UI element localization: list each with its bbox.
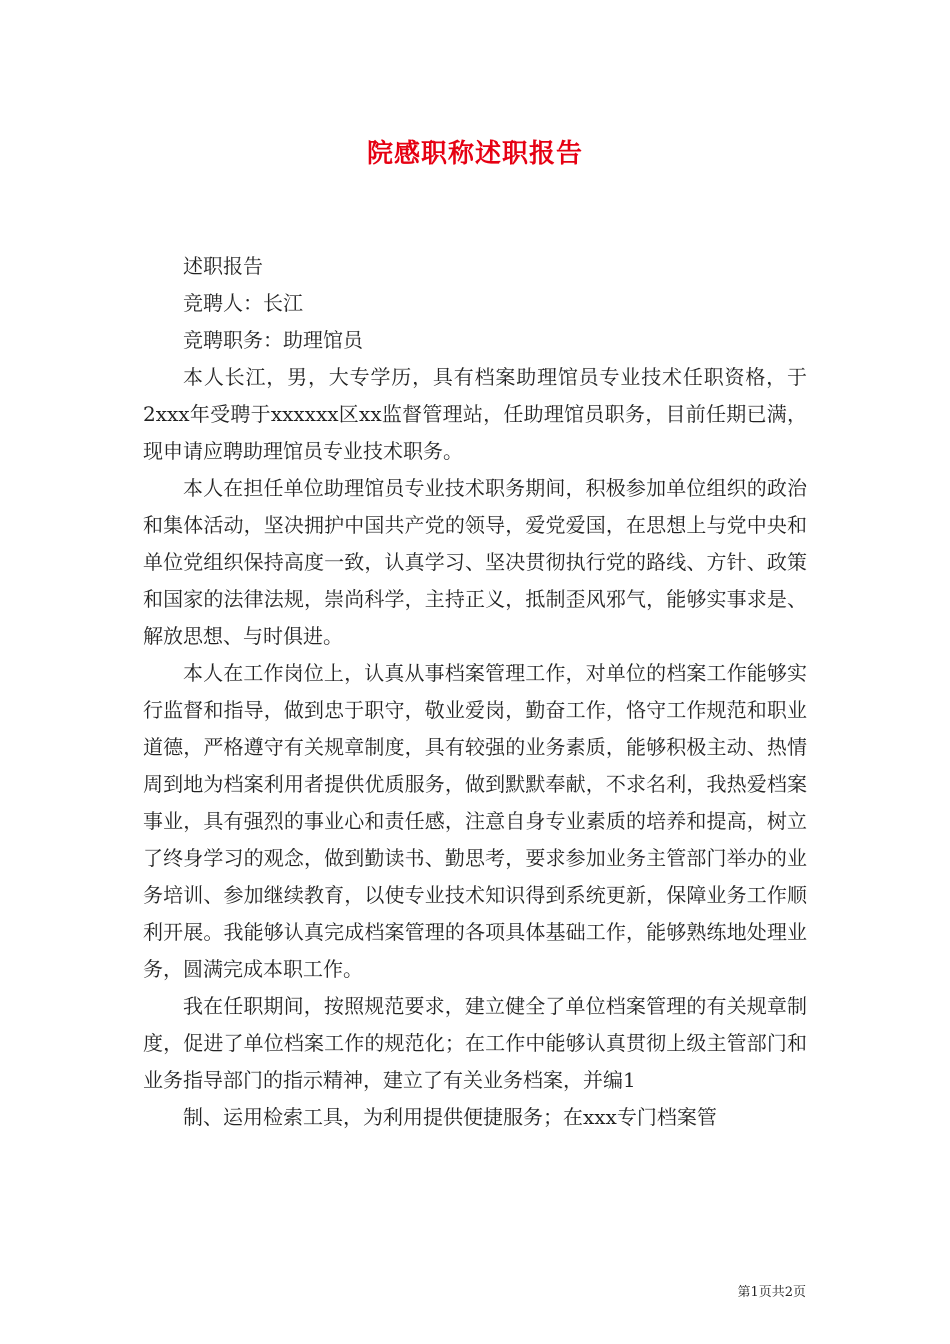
paragraph: 制、运用检索工具，为利用提供便捷服务；在xxx专门档案管: [183, 1105, 717, 1129]
page-number: 第1页共2页: [737, 1285, 806, 1300]
document-body: [143, 248, 807, 1136]
paragraph: 本人长江，男，大专学历，具有档案助理馆员专业技术任职资格，于2xxx年受聘于xxxxxx区xx监督管理站，任助理馆员职务，目前任期已满，现申请应聘助理馆员专业技术职务。: [143, 365, 807, 463]
paragraph: 竞聘职务：助理馆员: [183, 328, 363, 352]
paragraph: 述职报告: [183, 254, 263, 278]
paragraph: 本人在工作岗位上，认真从事档案管理工作，对单位的档案工作能够实行监督和指导，做到忠于职守，敬业爱岗，勤奋工作，恪守工作规范和职业道德，严格遵守有关规章制度，具有较强的业务素质，能够积极主动、热情周到地为档案利用者提供优质服务，做到默默奉献，不求名利，我热爱档案事业，具有强烈的事业心和责任感，注意自身专业素质的培养和提高，树立了终身学习的观念，做到勤读书、勤思考，要求参加业务主管部门举办的业务培训、参加继续教育，以使专业技术知识得到系统更新，保障业务工作顺利开展。我能够认真完成档案管理的各项具体基础工作，能够熟练地处理业务，圆满完成本职工作。: [143, 661, 807, 981]
paragraph: 本人在担任单位助理馆员专业技术职务期间，积极参加单位组织的政治和集体活动，坚决拥护中国共产党的领导，爱党爱国，在思想上与党中央和单位党组织保持高度一致，认真学习、坚决贯彻执行党的路线、方针、政策和国家的法律法规，崇尚科学，主持正义，抵制歪风邪气，能够实事求是、解放思想、与时俱进。: [143, 476, 807, 648]
paragraph: 我在任职期间，按照规范要求，建立健全了单位档案管理的有关规章制度，促进了单位档案工作的规范化；在工作中能够认真贯彻上级主管部门和业务指导部门的指示精神，建立了有关业务档案，并编1: [143, 994, 807, 1092]
paragraph: 竞聘人：长江: [183, 291, 303, 315]
page-title: 院感职称述职报告: [366, 139, 583, 169]
